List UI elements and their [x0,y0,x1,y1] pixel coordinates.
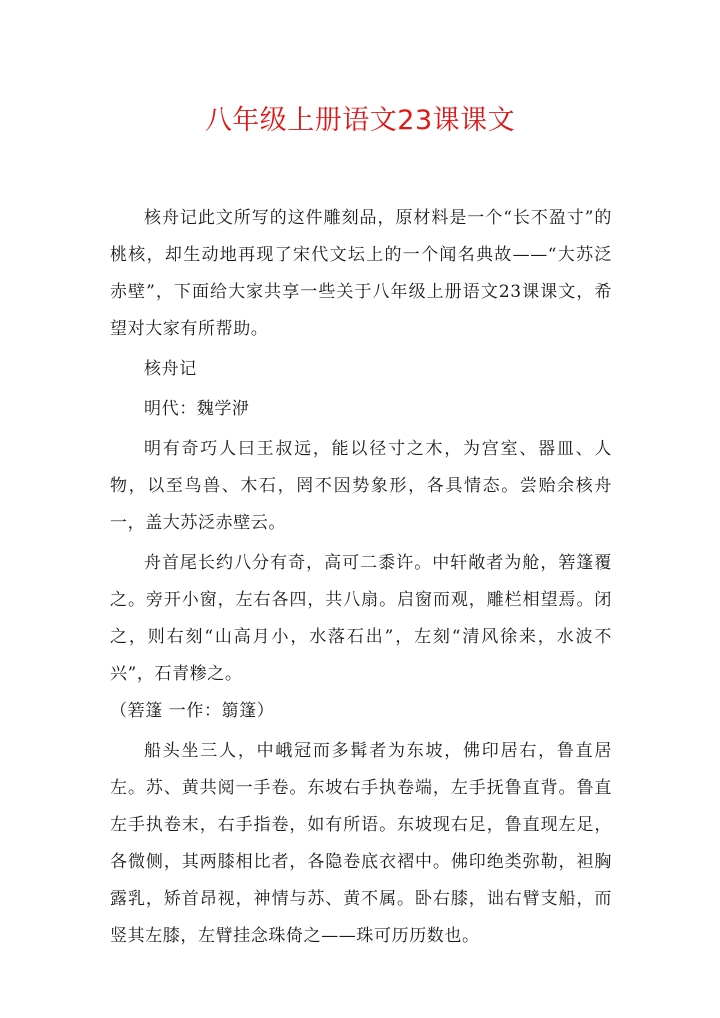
body-paragraph-2: 舟首尾长约八分有奇，高可二黍许。中轩敞者为舱，箬篷覆之。旁开小窗，左右各四，共八扇。启窗而观，雕栏相望焉。闭之，则右刻“山高月小，水落石出”，左刻“清风徐来，水波不兴”，石青糁之。 [110,553,612,684]
body-paragraph-3: 船头坐三人，中峨冠而多髯者为东坡，佛印居右，鲁直居左。苏、黄共阅一手卷。东坡右手执卷端，左手抚鲁直背。鲁直左手执卷末，右手指卷，如有所语。东坡现右足，鲁直现左足，各微侧，其两膝相比者，各隐卷底衣褶中。佛印绝类弥勒，袒胸露乳，矫首昂视，神情与苏、黄不属。卧右膝，诎右臂支船，而竖其左膝，左臂挂念珠倚之——珠可历历数也。 [110,741,612,946]
annotation-note: （箬篷 一作：篛篷） [110,701,275,721]
author-line: 明代：魏学洢 [144,399,250,419]
intro-paragraph: 核舟记此文所写的这件雕刻品，原材料是一个“长不盈寸”的桃核，却生动地再现了宋代文坛上的一个闻名典故——“大苏泛赤壁”，下面给大家共享一些关于八年级上册语文23课课文，希望对大家有所帮助。 [110,208,612,339]
document-title: 八年级上册语文23课课文 [204,105,516,136]
text-title: 核舟记 [144,359,197,379]
document-body [110,200,612,955]
body-paragraph-1: 明有奇巧人曰王叔远，能以径寸之木，为宫室、器皿、人物，以至鸟兽、木石，罔不因势象形，各具情态。尝贻余核舟一，盖大苏泛赤壁云。 [110,439,612,533]
